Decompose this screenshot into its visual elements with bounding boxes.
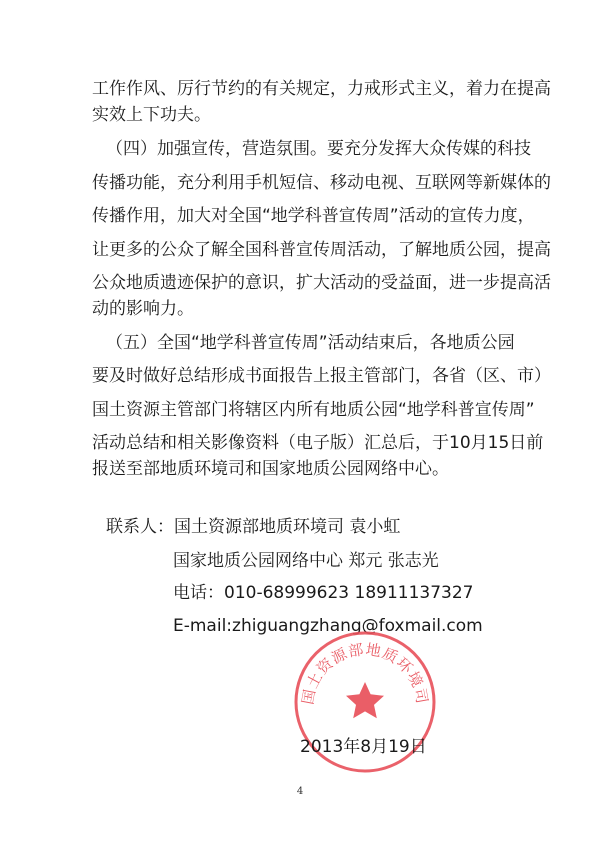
seal-text: 国土资源部地质环境司	[298, 640, 432, 706]
body-text-line: 动的影响力。	[92, 299, 194, 319]
body-text-line: 实效上下功夫。	[92, 105, 211, 125]
body-text-line: 工作作风、厉行节约的有关规定，力戒形式主义，着力在提高	[92, 79, 551, 99]
body-text-line: 活动总结和相关影像资料（电子版）汇总后，于10月15日前	[92, 433, 544, 453]
body-text-line: （五）全国“地学科普宣传周”活动结束后，各地质公园	[106, 333, 515, 353]
document-date: 2013年8月19日	[300, 737, 427, 757]
contact-person-line: 联系人：国土资源部地质环境司 袁小虹	[106, 517, 401, 537]
body-text-line: 让更多的公众了解全国科普宣传周活动，了解地质公园，提高	[92, 240, 551, 260]
body-text-line: 国土资源主管部门将辖区内所有地质公园“地学科普宣传周”	[92, 400, 535, 420]
body-text-line: 传播作用，加大对全国“地学科普宣传周”活动的宣传力度，	[92, 206, 535, 226]
contact-phone: 电话：010-68999623 18911137327	[173, 583, 474, 603]
body-text-line: （四）加强宣传，营造氛围。要充分发挥大众传媒的科技	[106, 139, 531, 159]
star-icon	[346, 682, 384, 718]
page-number: 4	[296, 786, 304, 797]
contact-email: E-mail:zhiguangzhang@foxmail.com	[173, 616, 483, 636]
contact-person-line: 国家地质公园网络中心 郑元 张志光	[173, 551, 439, 571]
body-text-line: 要及时做好总结形成书面报告上报主管部门，各省（区、市）	[92, 366, 551, 386]
body-text-line: 传播功能，充分利用手机短信、移动电视、互联网等新媒体的	[92, 173, 551, 193]
body-text-line: 报送至部地质环境司和国家地质公园网络中心。	[92, 459, 449, 479]
body-text-line: 公众地质遗迹保护的意识，扩大活动的受益面，进一步提高活	[92, 273, 551, 293]
